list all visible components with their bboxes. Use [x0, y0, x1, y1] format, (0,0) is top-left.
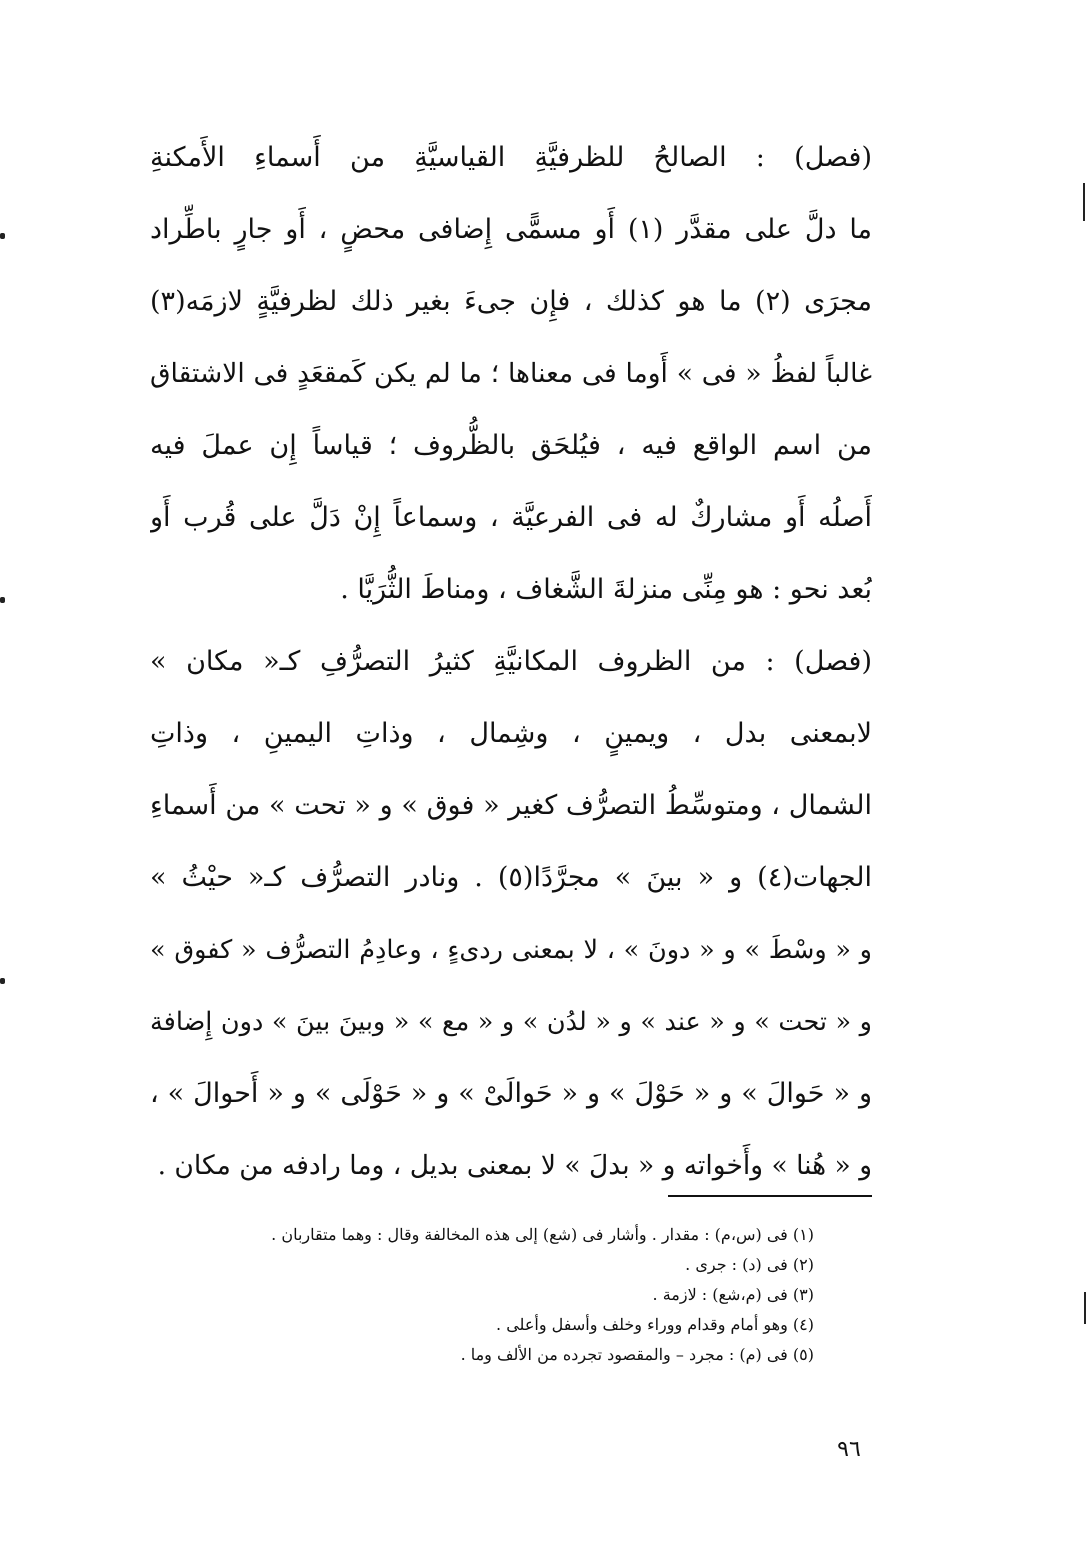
body-line: بُعد نحو : هو مِنِّى منزلةَ الشَّغاف ، ومناطَ الثُّرَيَّا .: [340, 574, 872, 605]
paragraph-fasl-zuruf-makaniyya: [150, 626, 872, 1202]
footnote: (٤) وهو أمام وقدام ووراء وخلف وأسفل وأعلى .: [496, 1315, 814, 1334]
body-line: (فصل) : الصالحُ للظرفيَّةِ القياسيَّةِ من أَسماءِ الأَمكنةِ: [150, 142, 872, 173]
footnote: (٥) فى (م) : مجرد – والمقصود تجرده من الألف وما .: [460, 1345, 814, 1364]
scan-mark: [0, 597, 5, 603]
scan-mark: [1083, 183, 1085, 221]
body-line: أَصلُه أَو مشاركٌ له فى الفرعيَّة ، وسماعاً إِنْ دَلَّ على قُرب أَو: [150, 502, 872, 533]
body-line: الجهات(٤) و « بينَ » مجرَّدًا(٥) . ونادر التصرُّف كـ« حيْثُ »: [150, 862, 872, 893]
paragraph-fasl-makan-qiyasi: [150, 122, 872, 626]
body-line: و « حَوالَ » و « حَوْلَ » و « حَوالَىْ » و « حَوْلَى » و « أَحوالَ » ،: [150, 1078, 872, 1109]
body-line: و « وسْطَ » و « دونَ » ، لا بمعنى ردىءٍ ، وعادِمُ التصرُّف « كفوق »: [150, 935, 872, 965]
body-line: (فصل) : من الظروف المكانيَّةِ كثيرُ التصرُّفِ كـ« مكان »: [150, 646, 872, 677]
body-line: مجرَى (٢) ما هو كذلك ، فإِن جىءَ بغير ذلك لظرفيَّةٍ لازمَه(٣): [150, 286, 872, 317]
footnotes: [200, 1220, 814, 1370]
body-line: لابمعنى بدل ، ويمينٍ ، وشِمال ، وذاتِ اليمينِ ، وذاتِ: [150, 718, 872, 749]
scan-mark: [0, 233, 5, 239]
footnote: (٣) فى (م،شع) : لازمة .: [652, 1285, 814, 1304]
body-line: غالباً لفظُ « فى » أَوما فى معناها ؛ ما لم يكن كَمقعَدٍ فى الاشتقاق: [150, 358, 872, 389]
body-line: ما دلَّ على مقدَّر (١) أَو مسمًّى إِضافى محضٍ ، أَو جارٍ باطِّراد: [150, 214, 872, 245]
footnote-separator: [668, 1195, 872, 1197]
body-line: الشمال ، ومتوسِّطُ التصرُّف كغير « فوق » و « تحت » من أَسماءِ: [150, 790, 872, 821]
scan-mark: [0, 978, 5, 984]
body-line: و « تحت » و « عند » و « لدُن » و « مع » « وبينَ بينَ » دون إِضافة: [150, 1007, 872, 1037]
body-line: من اسم الواقع فيه ، فيُلحَق بالظُّروف ؛ قياساً إِن عملَ فيه: [150, 430, 872, 461]
body-line: و « هُنا » وأَخواته و « بدلَ » لا بمعنى بديل ، وما رادفه من مكان .: [157, 1150, 872, 1181]
footnote: (٢) فى (د) : جرى .: [685, 1255, 814, 1274]
page-number: ٩٦: [837, 1437, 861, 1462]
footnote: (١) فى (س،م) : مقدار . وأشار فى (شع) إلى هذه المخالفة وقال : وهما متقاربان .: [271, 1225, 814, 1244]
